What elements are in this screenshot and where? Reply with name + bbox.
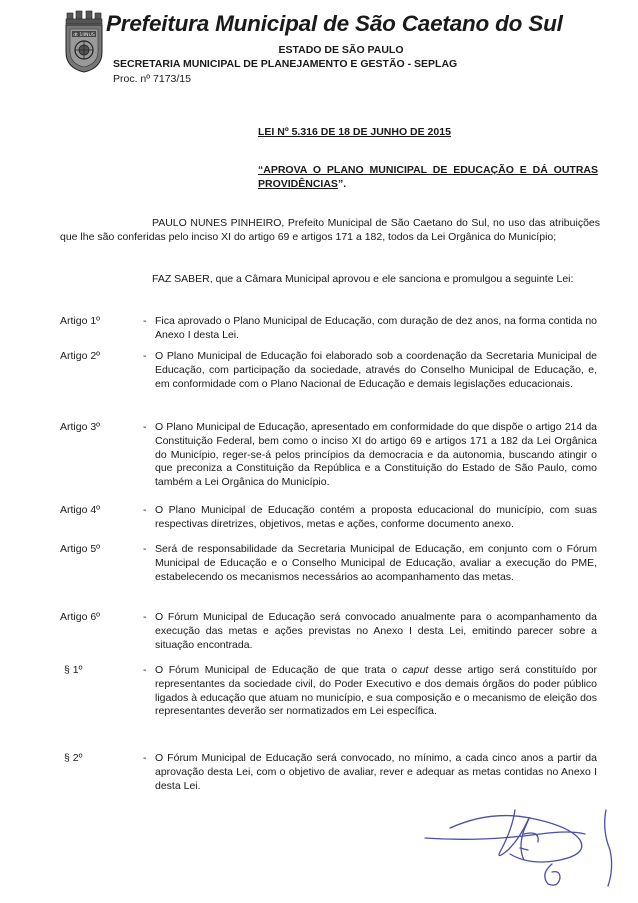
paragraph-dash: -	[143, 664, 147, 676]
article-text: O Plano Municipal de Educação foi elaborado sob a coordenação da Secretaria Municipal de Educação, com participação da sociedade, através do Conselho Municipal de Educação, e, em conformidade com o Plano Nacional de Educação e demais legislações educacionais.	[155, 350, 597, 390]
article-text: O Fórum Municipal de Educação será convocado anualmente para o acompanhamento da execução das metas e ações previstas no Anexo I desta Lei, emitindo parecer sobre a situação encontrada.	[155, 611, 597, 651]
article-dash: -	[143, 504, 147, 516]
article-dash: -	[143, 315, 147, 327]
article-label: Artigo 5º	[60, 543, 101, 555]
paragraph-text: O Fórum Municipal de Educação será convocado, no mínimo, a cada cinco anos a partir da aprovação desta Lei, com o objetivo de avaliar, rever e adequar as metas contidas no Anexo I desta Lei.	[155, 752, 597, 792]
article-label: Artigo 6º	[60, 611, 101, 623]
ementa-text: “APROVA O PLANO MUNICIPAL DE EDUCAÇÃO E DÁ OUTRAS PROVIDÊNCIAS	[258, 164, 598, 190]
article-text: Fica aprovado o Plano Municipal de Educação, com duração de dez anos, na forma contida no Anexo I desta Lei.	[155, 315, 597, 341]
law-ementa	[258, 163, 598, 191]
paragraph-label: § 1º	[64, 664, 83, 676]
paragraph-text-part: O Fórum Municipal de Educação de que trata o	[155, 664, 403, 676]
article-label: Artigo 4º	[60, 504, 101, 516]
municipality-title: Prefeitura Municipal de São Caetano do Sul	[106, 11, 563, 36]
process-number: Proc. nº 7173/15	[113, 73, 191, 85]
article-dash: -	[143, 350, 147, 362]
preamble-paragraph: PAULO NUNES PINHEIRO, Prefeito Municipal de São Caetano do Sul, no uso das atribuições que lhe são conferidas pelo inciso XI do artigo 69 e artigos 171 a 182, todos da Lei Orgânica do Município;	[60, 217, 600, 243]
svg-text:dt 1IINUS: dt 1IINUS	[73, 32, 95, 38]
article-label: Artigo 3º	[60, 421, 101, 433]
article-dash: -	[143, 421, 147, 433]
article-text: Será de responsabilidade da Secretaria Municipal de Educação, em conjunto com o Fórum Municipal de Educação e o Conselho Municipal de Educação, avaliar a execução do PME, estabelecendo os mecanismos necessários ao acompanhamento das metas.	[155, 543, 597, 583]
secretariat-name: SECRETARIA MUNICIPAL DE PLANEJAMENTO E GESTÃO - SEPLAG	[113, 58, 458, 70]
law-title: LEI Nº 5.316 DE 18 DE JUNHO DE 2015	[258, 126, 451, 138]
article-label: Artigo 2º	[60, 350, 101, 362]
paragraph-dash: -	[143, 752, 147, 764]
enactment-paragraph: FAZ SABER, que a Câmara Municipal aprovou e ele sanciona e promulgou a seguinte Lei:	[152, 273, 574, 285]
article-label: Artigo 1º	[60, 315, 101, 327]
caput-term: caput	[402, 664, 429, 676]
article-text: O Plano Municipal de Educação, apresentado em conformidade do que dispõe o artigo 214 da Constituição Federal, bem como o inciso XI do artigo 69 e artigos 171 a 182 da Lei Orgânica do Município, reger-se-á pelos princípios da democracia e da autonomia, buscando atingir o que preconiza a Constituição da República e a Constituição do Estado de São Paulo, como também a Lei Orgânica do Município.	[155, 421, 597, 489]
paragraph-text-part: desse artigo será constituído por representantes da sociedade civil, do Poder Executivo e dos demais órgãos do poder público ligados à educação que atuam no município, e sua composição e o mecanismo de eleição dos representantes deverão ser normatizados em Lei específica.	[155, 664, 597, 718]
municipal-coat-of-arms-icon	[62, 10, 106, 74]
state-name: ESTADO DE SÃO PAULO	[278, 44, 404, 56]
article-text: O Plano Municipal de Educação contém a proposta educacional do município, com suas respectivas diretrizes, objetivos, metas e ações, conforme documento anexo.	[155, 504, 597, 530]
ementa-closing: ”.	[337, 178, 347, 190]
paragraph-text	[155, 664, 597, 719]
article-dash: -	[143, 543, 147, 555]
handwritten-signature-icon	[420, 790, 630, 890]
paragraph-label: § 2º	[64, 752, 83, 764]
article-dash: -	[143, 611, 147, 623]
